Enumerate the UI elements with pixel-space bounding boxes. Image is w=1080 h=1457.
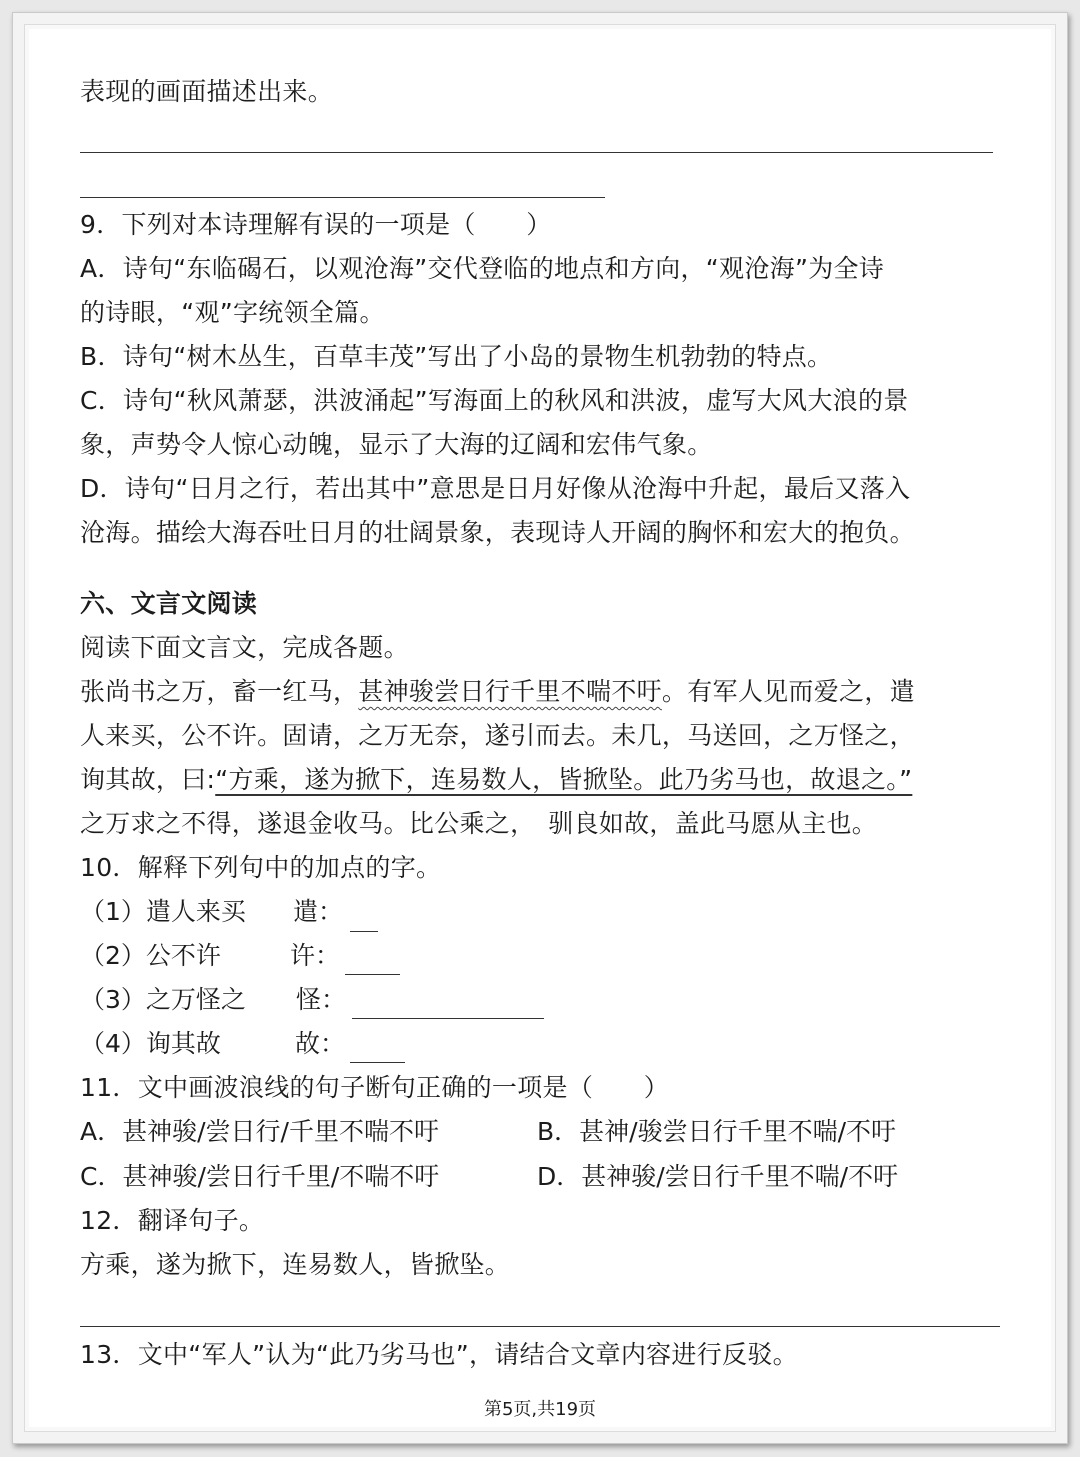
q10-item-3-word: 怪： — [296, 985, 347, 1014]
answer-line — [80, 152, 993, 153]
q10-item-3: （3）之万怪之 — [80, 985, 246, 1014]
q11-option-b: B．甚神/骏尝日行千里不喘/不吁 — [537, 1117, 896, 1146]
wavy-underlined-sentence: 甚神骏尝日行千里不喘不吁 — [358, 677, 662, 706]
q9-option-a-line2: 的诗眼，“观”字统领全篇。 — [80, 298, 385, 327]
question-12: 12．翻译句子。 — [80, 1206, 265, 1235]
q10-item-4: （4）询其故 — [80, 1029, 221, 1058]
section-heading: 六、文言文阅读 — [80, 589, 258, 618]
q9-option-c-line1: C．诗句“秋风萧瑟，洪波涌起”写海面上的秋风和洪波，虚写大风大浪的景 — [80, 386, 909, 415]
passage-line2: 人来买，公不许。固请，之万无奈，遂引而去。未几，马送回，之万怪之， — [80, 721, 915, 750]
answer-blank — [350, 1062, 405, 1063]
question-9: 9．下列对本诗理解有误的一项是（ ） — [80, 210, 552, 239]
answer-line — [80, 1326, 1000, 1327]
instruction: 阅读下面文言文，完成各题。 — [80, 633, 409, 662]
passage-line3 — [80, 764, 912, 796]
passage-text: 询其故，曰: — [80, 765, 216, 794]
answer-blank — [352, 1018, 544, 1019]
question-13: 13．文中“军人”认为“此乃劣马也”，请结合文章内容进行反驳。 — [80, 1340, 798, 1369]
answer-blank — [350, 931, 378, 932]
q11-option-c: C．甚神骏/尝日行千里/不喘不吁 — [80, 1162, 440, 1191]
underlined-sentence: “方乘，遂为掀下，连易数人，皆掀坠。此乃劣马也，故退之。” — [215, 765, 913, 794]
q10-item-2: （2）公不许 — [80, 941, 221, 970]
q10-item-4-word: 故： — [295, 1029, 346, 1058]
passage-line4: 之万求之不得，遂退金收马。比公乘之， 驯良如故，盖此马愿从主也。 — [80, 809, 878, 838]
q10-item-2-word: 许： — [290, 941, 341, 970]
q10-item-1: （1）遣人来买 — [80, 897, 246, 926]
q12-sentence: 方乘，遂为掀下，连易数人，皆掀坠。 — [80, 1250, 511, 1279]
answer-line — [80, 197, 605, 198]
q9-option-b: B．诗句“树木丛生，百草丰茂”写出了小岛的景物生机勃勃的特点。 — [80, 342, 833, 371]
answer-blank — [345, 974, 400, 975]
q9-option-a-line1: A．诗句“东临碣石，以观沧海”交代登临的地点和方向，“观沧海”为全诗 — [80, 254, 885, 283]
question-11: 11．文中画波浪线的句子断句正确的一项是（ ） — [80, 1073, 670, 1102]
q9-option-c-line2: 象，声势令人惊心动魄，显示了大海的辽阔和宏伟气象。 — [80, 430, 713, 459]
q11-option-a: A．甚神骏/尝日行/千里不喘不吁 — [80, 1117, 439, 1146]
page-number: 第5页,共19页 — [483, 1399, 597, 1420]
continued-text: 表现的画面描述出来。 — [80, 77, 334, 106]
q11-option-d: D．甚神骏/尝日行千里不喘/不吁 — [537, 1162, 899, 1191]
q10-item-1-word: 遣： — [293, 897, 344, 926]
q9-option-d-line1: D．诗句“日月之行，若出其中”意思是日月好像从沧海中升起，最后又落入 — [80, 474, 911, 503]
passage-text: 。有军人见而爱之，遣 — [661, 677, 915, 706]
question-10: 10．解释下列句中的加点的字。 — [80, 853, 442, 882]
q9-option-d-line2: 沧海。描绘大海吞吐日月的壮阔景象，表现诗人开阔的胸怀和宏大的抱负。 — [80, 518, 915, 547]
passage-line1 — [80, 676, 915, 708]
passage-text: 张尚书之万，畜一红马， — [80, 677, 359, 706]
